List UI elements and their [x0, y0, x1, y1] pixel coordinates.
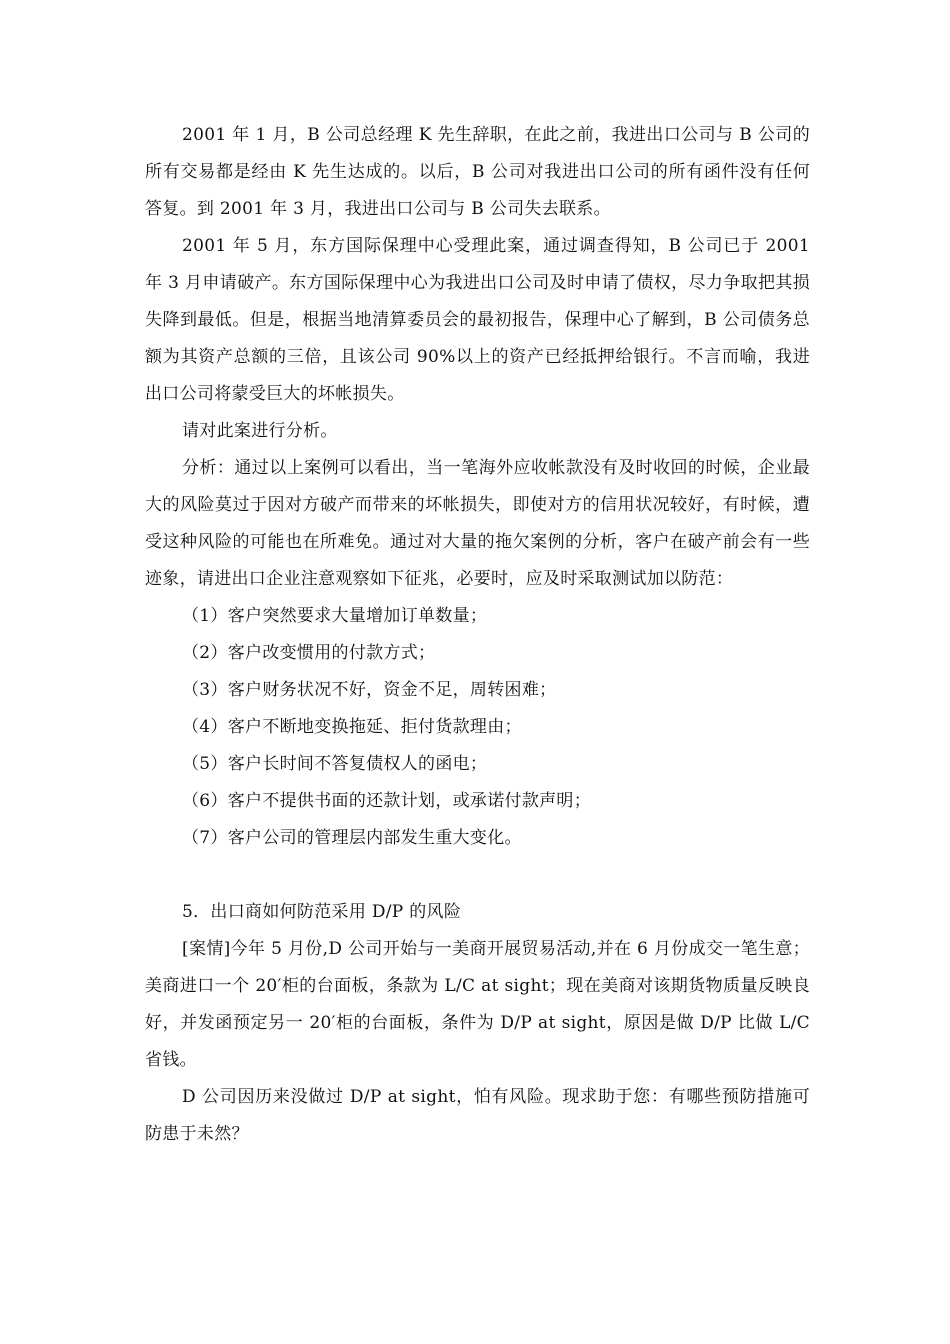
bankruptcy-signs-list	[145, 598, 810, 857]
list-item: （1）客户突然要求大量增加订单数量；	[182, 606, 488, 626]
case-paragraph-analysis: 分析：通过以上案例可以看出，当一笔海外应收帐款没有及时收回的时候，企业最大的风险莫过于因对方破产而带来的坏帐损失，即使对方的信用状况较好，有时候，遭受这种风险的可能也在所难免。通过对大量的拖欠案例的分析，客户在破产前会有一些迹象，请进出口企业注意观察如下征兆，必要时，应及时采取测试加以防范：	[145, 458, 810, 589]
list-item: （2）客户改变惯用的付款方式；	[182, 643, 436, 663]
list-item: （7）客户公司的管理层内部发生重大变化。	[182, 828, 522, 848]
section-paragraph-case: [案情]今年 5 月份,D 公司开始与一美商开展贸易活动,并在 6 月份成交一笔生意；美商进口一个 20′柜的台面板，条款为 L/C at sight；现在美商对该期货物质量反映良好，并发函预定另一 20′柜的台面板，条件为 D/P at sight，原因是做 D/P 比做 L/C 省钱。	[145, 939, 810, 1070]
section-heading: 5．出口商如何防范采用 D/P 的风险	[182, 902, 462, 922]
list-item: （3）客户财务状况不好，资金不足，周转困难；	[182, 680, 557, 700]
section-paragraph-request: D 公司因历来没做过 D/P at sight，怕有风险。现求助于您：有哪些预防措施可防患于未然？	[145, 1087, 810, 1144]
list-item: （5）客户长时间不答复债权人的函电；	[182, 754, 488, 774]
case-paragraph-question: 请对此案进行分析。	[182, 421, 338, 441]
case-paragraph-bankruptcy: 2001 年 5 月，东方国际保理中心受理此案，通过调查得知，B 公司已于 2001 年 3 月申请破产。东方国际保理中心为我进出口公司及时申请了债权，尽力争取把其损失降到最低。但是，根据当地清算委员会的最初报告，保理中心了解到，B 公司债务总额为其资产总额的三倍，且该公司 90%以上的资产已经抵押给银行。不言而喻，我进出口公司将蒙受巨大的坏帐损失。	[145, 236, 810, 404]
document-page	[145, 117, 810, 1153]
case-paragraph-resignation: 2001 年 1 月，B 公司总经理 K 先生辞职，在此之前，我进出口公司与 B 公司的所有交易都是经由 K 先生达成的。以后，B 公司对我进出口公司的所有函件没有任何答复。到 2001 年 3 月，我进出口公司与 B 公司失去联系。	[145, 125, 810, 219]
list-item: （6）客户不提供书面的还款计划，或承诺付款声明；	[182, 791, 592, 811]
list-item: （4）客户不断地变换拖延、拒付货款理由；	[182, 717, 522, 737]
section-spacer	[145, 857, 810, 894]
